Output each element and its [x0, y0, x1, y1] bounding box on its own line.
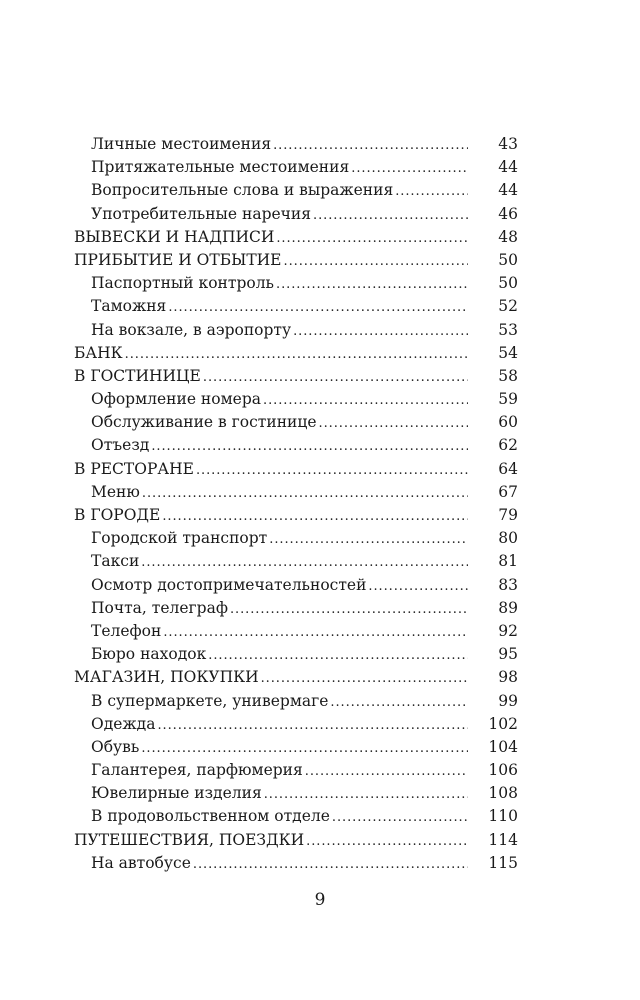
toc-entry-title: Осмотр достопримечательностей: [91, 575, 367, 594]
dot-leader: [141, 736, 468, 760]
toc-entry-title: МАГАЗИН, ПОКУПКИ: [74, 668, 259, 687]
toc-entry-page: 43: [498, 135, 518, 153]
toc-subsection: [74, 574, 518, 597]
toc-subsection: [74, 550, 518, 573]
toc-subsection: [74, 133, 518, 156]
table-of-contents: [74, 133, 518, 875]
toc-entry-page: 50: [498, 274, 518, 293]
dot-leader: [319, 411, 469, 435]
dot-leader: [151, 434, 468, 458]
toc-entry-title: На автобусе: [91, 853, 191, 872]
toc-entry-page: 62: [498, 436, 518, 455]
toc-entry-title: Употребительные наречия: [91, 204, 312, 223]
toc-subsection: [74, 203, 518, 226]
dot-leader: [276, 226, 468, 250]
toc-subsection: [74, 156, 518, 179]
toc-entry-page: 48: [498, 227, 518, 246]
toc-entry-title: Меню: [91, 482, 140, 501]
toc-entry-title: Бюро находок: [91, 645, 207, 664]
dot-leader: [313, 203, 468, 227]
toc-entry-page: 59: [498, 390, 518, 409]
toc-subsection: [74, 620, 518, 643]
dot-leader: [368, 574, 468, 598]
toc-section: [74, 504, 518, 527]
toc-entry-title: В супермаркете, универмаге: [91, 691, 329, 710]
toc-entry-page: 104: [488, 737, 518, 756]
toc-entry-title: Отъезд: [91, 436, 150, 455]
toc-entry-title: В ГОСТИНИЦЕ: [74, 366, 201, 385]
toc-entry-title: В ГОРОДЕ: [74, 506, 161, 524]
toc-entry-page: 50: [498, 250, 518, 269]
toc-entry-page: 95: [498, 645, 518, 664]
toc-subsection: [74, 805, 518, 828]
toc-entry-page: 44: [498, 158, 518, 177]
dot-leader: [351, 156, 468, 180]
toc-entry-title: Обслуживание в гостинице: [91, 413, 317, 432]
dot-leader: [208, 643, 468, 667]
toc-entry-title: Обувь: [91, 737, 140, 756]
toc-entry-page: 102: [488, 714, 518, 733]
toc-entry-title: Почта, телеграф: [91, 598, 228, 617]
dot-leader: [284, 249, 468, 273]
toc-section: [74, 666, 518, 689]
dot-leader: [157, 713, 468, 737]
toc-entry-page: 115: [488, 853, 518, 872]
toc-entry-page: 54: [498, 343, 518, 362]
toc-entry-title: Оформление номера: [91, 390, 261, 409]
dot-leader: [273, 133, 468, 157]
dot-leader: [230, 597, 468, 621]
toc-subsection: [74, 388, 518, 411]
toc-section: [74, 365, 518, 388]
toc-subsection: [74, 179, 518, 202]
dot-leader: [125, 342, 468, 366]
toc-section: [74, 226, 518, 249]
dot-leader: [293, 319, 468, 343]
toc-entry-title: ПРИБЫТИЕ И ОТБЫТИЕ: [74, 250, 282, 269]
toc-entry-title: Телефон: [91, 621, 162, 640]
toc-entry-page: 64: [498, 459, 518, 478]
dot-leader: [306, 829, 468, 853]
toc-subsection: [74, 272, 518, 295]
toc-subsection: [74, 713, 518, 736]
toc-section: [74, 249, 518, 272]
toc-entry-title: На вокзале, в аэропорту: [91, 320, 292, 339]
toc-subsection: [74, 481, 518, 504]
toc-entry-title: Ювелирные изделия: [91, 784, 262, 803]
toc-entry-title: ВЫВЕСКИ И НАДПИСИ: [74, 227, 275, 246]
toc-entry-title: Вопросительные слова и выражения: [91, 181, 394, 200]
dot-leader: [276, 272, 468, 296]
toc-entry-page: 98: [498, 668, 518, 687]
toc-entry-page: 81: [498, 552, 518, 571]
toc-subsection: [74, 597, 518, 620]
toc-entry-page: 60: [498, 413, 518, 432]
toc-entry-title: В РЕСТОРАНЕ: [74, 459, 194, 478]
toc-entry-title: Паспортный контроль: [91, 274, 274, 293]
toc-entry-title: Галантерея, парфюмерия: [91, 761, 303, 780]
toc-entry-page: 46: [498, 204, 518, 223]
dot-leader: [196, 458, 468, 482]
toc-entry-page: 110: [488, 807, 518, 826]
toc-entry-page: 52: [498, 297, 518, 316]
toc-section: [74, 458, 518, 481]
toc-entry-title: Притяжательные местоимения: [91, 158, 350, 177]
dot-leader: [330, 690, 468, 714]
toc-subsection: [74, 736, 518, 759]
toc-subsection: [74, 782, 518, 805]
dot-leader: [168, 295, 468, 319]
toc-subsection: [74, 759, 518, 782]
dot-leader: [305, 759, 468, 783]
dot-leader: [261, 666, 468, 690]
dot-leader: [142, 481, 468, 505]
toc-entry-title: Городской транспорт: [91, 529, 268, 548]
page-number: 9: [314, 890, 326, 910]
toc-entry-page: 106: [488, 761, 518, 780]
toc-subsection: [74, 434, 518, 457]
toc-entry-page: 83: [498, 575, 518, 594]
toc-entry-page: 89: [498, 598, 518, 617]
dot-leader: [332, 805, 468, 829]
toc-subsection: [74, 319, 518, 342]
toc-entry-page: 67: [498, 482, 518, 501]
toc-entry-page: 92: [498, 621, 518, 640]
dot-leader: [269, 527, 468, 551]
dot-leader: [163, 620, 468, 644]
toc-entry-page: 44: [498, 181, 518, 200]
toc-subsection: [74, 295, 518, 318]
dot-leader: [141, 550, 468, 574]
toc-entry-page: 79: [498, 506, 518, 524]
toc-subsection: [74, 411, 518, 434]
toc-entry-page: 99: [498, 691, 518, 710]
toc-entry-title: В продовольственном отделе: [91, 807, 330, 826]
toc-section: [74, 342, 518, 365]
toc-entry-title: БАНК: [74, 343, 123, 362]
toc-subsection: [74, 527, 518, 550]
toc-subsection: [74, 690, 518, 713]
toc-entry-page: 53: [498, 320, 518, 339]
toc-entry-page: 80: [498, 529, 518, 548]
dot-leader: [263, 388, 468, 412]
toc-entry-page: 114: [488, 830, 518, 849]
toc-entry-title: Таможня: [91, 297, 167, 316]
toc-subsection: [74, 852, 518, 875]
dot-leader: [162, 504, 468, 528]
toc-entry-title: Личные местоимения: [91, 135, 272, 153]
toc-entry-page: 58: [498, 366, 518, 385]
toc-entry-title: Такси: [91, 552, 140, 571]
dot-leader: [395, 179, 468, 203]
dot-leader: [193, 852, 468, 876]
dot-leader: [264, 782, 468, 806]
toc-entry-title: ПУТЕШЕСТВИЯ, ПОЕЗДКИ: [74, 830, 305, 849]
toc-section: [74, 829, 518, 852]
toc-entry-page: 108: [488, 784, 518, 803]
toc-entry-title: Одежда: [91, 714, 156, 733]
dot-leader: [203, 365, 468, 389]
toc-subsection: [74, 643, 518, 666]
